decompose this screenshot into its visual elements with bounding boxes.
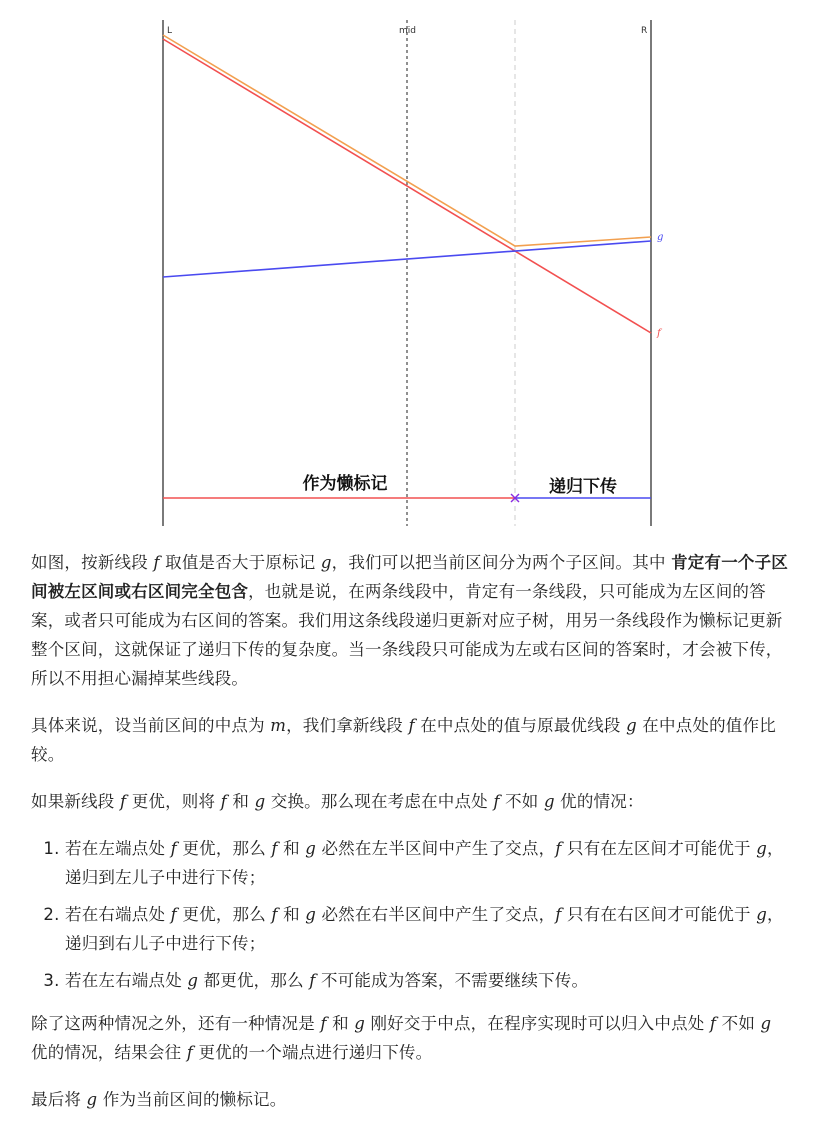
push-down-label: 递归下传 — [549, 477, 617, 497]
lazy-tag-label: 作为懒标记 — [302, 474, 388, 494]
list-item: 2. 若在右端点处 f 更优，那么 f 和 g 必然在右半区间中产生了交点，f 只有在右区间才可能优于 g，递归到右儿子中进行下传； — [65, 900, 793, 958]
segment-tree-lazy-diagram — [0, 0, 815, 540]
g-line-label: g — [657, 232, 664, 243]
paragraph-midpoint-intersection: 除了这两种情况之外，还有一种情况是 f 和 g 刚好交于中点，在程序实现时可以归入中点处 f 不如 g 优的情况，结果会往 f 更优的一个端点进行递归下传。 — [31, 1014, 772, 1062]
article-body — [31, 548, 793, 1132]
paragraph-swap: 如果新线段 f 更优，则将 f 和 g 交换。那么现在考虑在中点处 f 不如 g 优的情况： — [31, 792, 644, 811]
paragraph-final: 最后将 g 作为当前区间的懒标记。 — [31, 1090, 287, 1109]
right-label: R — [641, 26, 648, 36]
left-label: L — [167, 26, 173, 36]
key-claim: 肯定有一个子区间被左区间或右区间完全包含 — [31, 553, 788, 601]
paragraph-compare-midpoint: 具体来说，设当前区间的中点为 m，我们拿新线段 f 在中点处的值与原最优线段 g 在中点处的值作比较。 — [31, 716, 776, 764]
f-line — [163, 39, 651, 333]
f-line-label: f — [657, 328, 661, 339]
case-list — [31, 834, 793, 995]
paragraph-partition: 如图，按新线段 f 取值是否大于原标记 g，我们可以把当前区间分为两个子区间。其中 肯定有一个子区间被左区间或右区间完全包含，也就是说，在两条线段中，肯定有一条线段，只可能成为左区间的答案，或者只可能成为右区间的答案。我们用这条线段递归更新对应子树，用另一条线段作为懒标记更新整个区间，这就保证了递归下传的复杂度。当一条线段只可能成为左或右区间的答案时，才会被下传，所以不用担心漏掉某些线段。 — [31, 553, 788, 688]
list-item: 1. 若在左端点处 f 更优，那么 f 和 g 必然在左半区间中产生了交点，f 只有在左区间才可能优于 g，递归到左儿子中进行下传； — [65, 834, 793, 892]
list-item: 3. 若在左右端点处 g 都更优，那么 f 不可能成为答案，不需要继续下传。 — [65, 966, 793, 995]
mid-label: mid — [399, 26, 416, 36]
g-line — [163, 241, 651, 277]
